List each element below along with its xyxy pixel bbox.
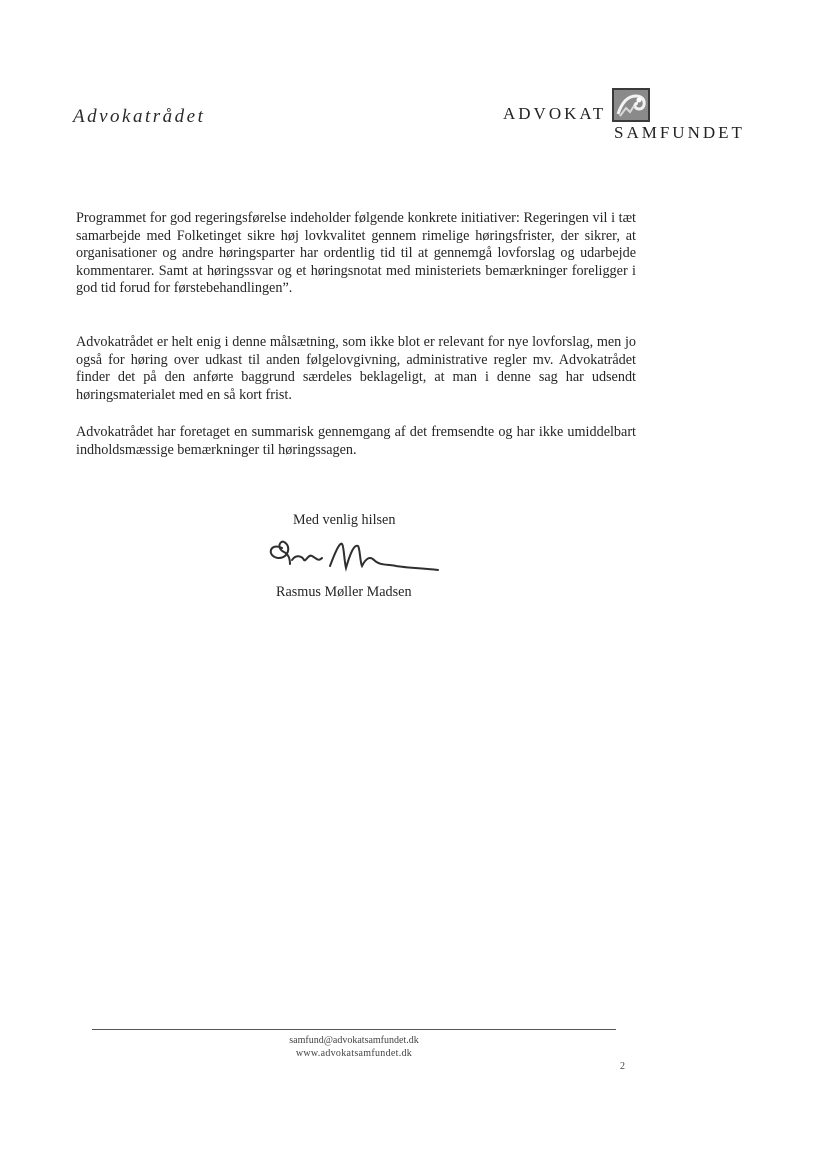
advokatsamfundet-logo: [500, 88, 770, 150]
body-paragraph-1: Programmet for god regeringsførelse indeholder følgende konkrete initiativer: Regeringen vil i tæt samarbejde med Folketinget sikre høj lovkvalitet gennem rimelige høringsfrister, der sikrer, at organisationer og andre høringsparter har ordentlig tid til at gennemgå lovforslag og udarbejde kommentarer. Samt at høringssvar og et høringsnotat med ministeriets bemærkninger foreligger i god tid forud for førstebehandlingen”.: [76, 210, 636, 296]
body-paragraph-2: Advokatrådet er helt enig i denne målsætning, som ikke blot er relevant for nye lovforslag, men jo også for høring over udkast til anden følgelovgivning, administrative regler mv. Advokatrådet finder det på den anførte baggrund særdeles beklageligt, at man i denne sag har udsendt høringsmaterialet med en så kort frist.: [76, 334, 636, 403]
page-number: 2: [620, 1061, 625, 1072]
logo-emblem-icon: [612, 88, 650, 122]
closing-greeting: Med venlig hilsen: [293, 512, 396, 528]
logo-word-samfundet: SAMFUNDET: [614, 123, 745, 142]
signer-name: Rasmus Møller Madsen: [276, 584, 412, 600]
footer-email: samfund@advokatsamfundet.dk: [289, 1035, 419, 1046]
footer-divider: [92, 1029, 616, 1030]
handwritten-signature: [262, 530, 442, 580]
footer-website: www.advokatsamfundet.dk: [295, 1048, 413, 1059]
header-title: Advokatrådet: [73, 106, 206, 127]
logo-word-advokat: ADVOKAT: [503, 104, 607, 123]
body-paragraph-3: Advokatrådet har foretaget en summarisk gennemgang af det fremsendte og har ikke umiddelbart indholdsmæssige bemærkninger til høringssagen.: [76, 424, 636, 458]
